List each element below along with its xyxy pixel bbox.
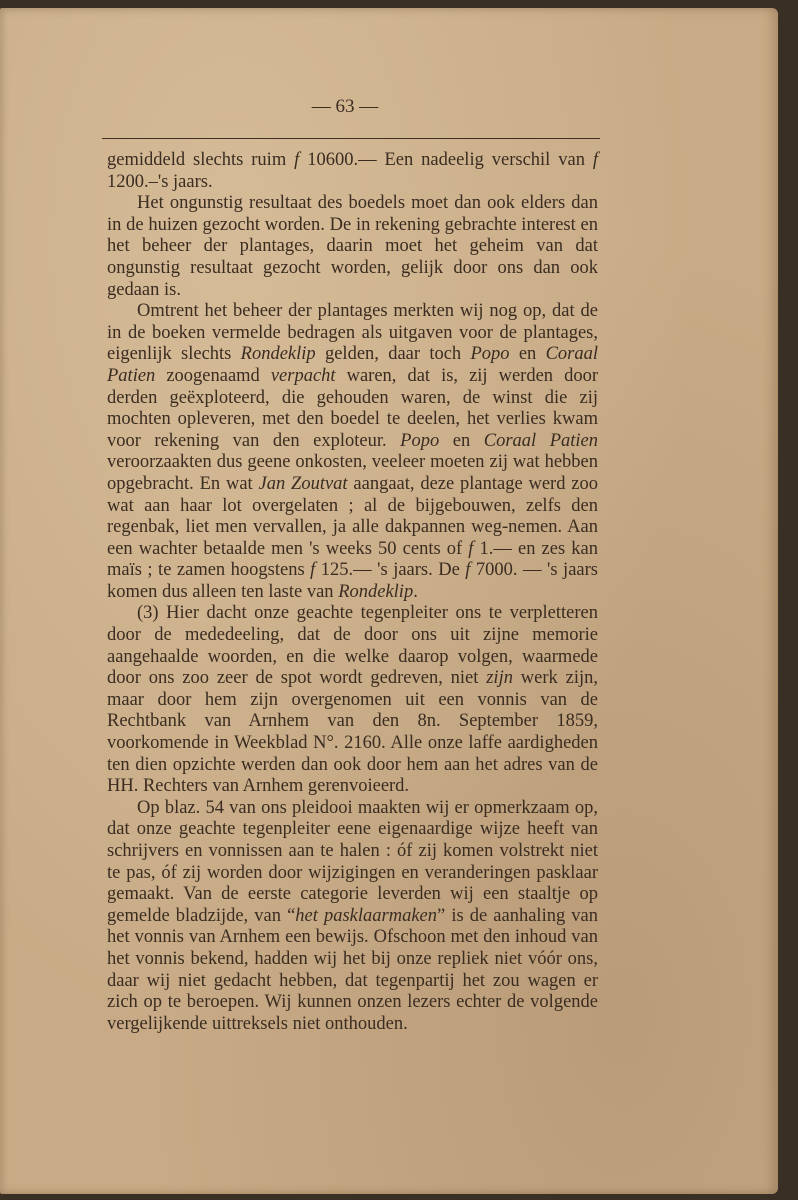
text-run: 1200.–'s jaars. — [107, 171, 213, 192]
text-run: en — [439, 430, 484, 451]
italic-text: f — [465, 560, 471, 581]
text-run: zoogenaamd — [155, 365, 271, 386]
text-run: (3) Hier dacht onze geachte tegenpleiter ons te verpletteren door de mededeeling, dat de door ons uit zijne memorie aangehaalde woorden, en die welke daarop volgen, waarmede door ons zoo zeer de spot wordt gedreven, niet — [107, 603, 598, 689]
text-run: 10600.— Een nadeelig verschil van — [299, 150, 593, 170]
page-number: — 63 — — [311, 96, 379, 117]
text-run: . — [413, 581, 418, 602]
italic-text: zijn — [486, 668, 513, 689]
text-run: veroorzaakten dus geene onkosten, veeleer moeten zij wat hebben opgebracht. En wat — [107, 452, 598, 494]
header-rule — [102, 138, 600, 139]
italic-text: Popo — [400, 430, 440, 451]
paragraph-p2 — [107, 193, 598, 301]
text-run: gelden, daar toch — [315, 344, 471, 365]
text-run: ” is de aanhaling van het vonnis van Arnhem een bewijs. Ofschoon met den inhoud van het vonnis bekend, hadden wij het bij onze repliek niet vóór ons, daar wij niet gedacht hebben, dat tegenpartij het zou wagen er zich op te beroepen. Wij kunnen onzen lezers echter de volgende vergelijkende uittreksels niet onthouden. — [107, 905, 599, 1034]
paragraph-p5 — [107, 798, 598, 1036]
text-run: 7000. — 's jaars komen dus alleen ten laste van — [107, 560, 598, 602]
italic-text: Coraal Patien — [483, 430, 598, 451]
paragraph-p4 — [107, 603, 598, 797]
text-run: 125.— 's jaars. De — [315, 560, 466, 581]
text-run: waren, dat is, zij werden door derden geëxploteerd, die gehouden waren, de winst die zij mochten opleveren, met den boedel te deelen, het verlies kwam voor rekening van den exploteur. — [107, 365, 598, 451]
italic-text: f — [592, 150, 598, 170]
italic-text: verpacht — [270, 365, 336, 386]
text-run: aangaat, deze plantage werd zoo wat aan haar lot overgelaten ; al de bijgebouwen, zelfs den regenbak, liet men vervallen, ja alle dakpannen weg-nemen. Aan een wachter betaalde men 's weeks 50 cents of — [107, 473, 598, 559]
text-run: Het ongunstig resultaat des boedels moet dan ook elders dan in de huizen gezocht worden. De in rekening gebrachte interest en het beheer der plantages, daarin moet het geheim van dat ongunstig resultaat gezocht worden, gelijk door ons dan ook gedaan is. — [107, 193, 598, 300]
paragraph-p1 — [107, 150, 598, 193]
text-run: gemiddeld slechts ruim — [107, 150, 295, 170]
italic-text: Jan Zoutvat — [258, 473, 348, 494]
text-run: werk zijn, maar door hem zijn overgenomen uit een vonnis van de Rechtbank van Arnhem van den 8n. September 1859, voorkomende in Weekblad N°. 2160. Alle onze laffe aardigheden ten dien opzichte werden dan ook door hem aan het adres van de HH. Rechters van Arnhem gerenvoieerd. — [107, 668, 598, 797]
italic-text: f — [294, 150, 300, 170]
text-run: Op blaz. 54 van ons pleidooi maakten wij er opmerkzaam op, dat onze geachte tegenpleiter eene eigenaardige wijze heeft van schrijvers en vonnissen aan te halen : óf zij komen volstrekt niet te pas, óf zij worden door wijzigingen en veranderingen pasklaar gemaakt. Van de eerste categorie leverden wij een staaltje op gemelde bladzijde, van “ — [107, 797, 598, 926]
italic-text: het pasklaarmaken — [295, 905, 438, 926]
italic-text: Rondeklip — [338, 581, 414, 602]
book-page — [0, 8, 778, 1194]
body-text — [107, 150, 598, 1035]
italic-text: f — [468, 538, 474, 559]
italic-text: f — [310, 560, 316, 581]
italic-text: Popo — [470, 344, 510, 365]
italic-text: Rondeklip — [240, 344, 316, 365]
text-run: 1.— en zes kan maïs ; te zamen hoogstens — [107, 538, 598, 581]
italic-text: Coraal Patien — [107, 344, 599, 386]
paragraph-p3 — [107, 301, 598, 603]
text-run: en — [509, 344, 546, 365]
text-run: Omtrent het beheer der plantages merkten wij nog op, dat de in de boeken vermelde bedragen als uitgaven voor de plantages, eigenlijk slechts — [107, 301, 598, 365]
